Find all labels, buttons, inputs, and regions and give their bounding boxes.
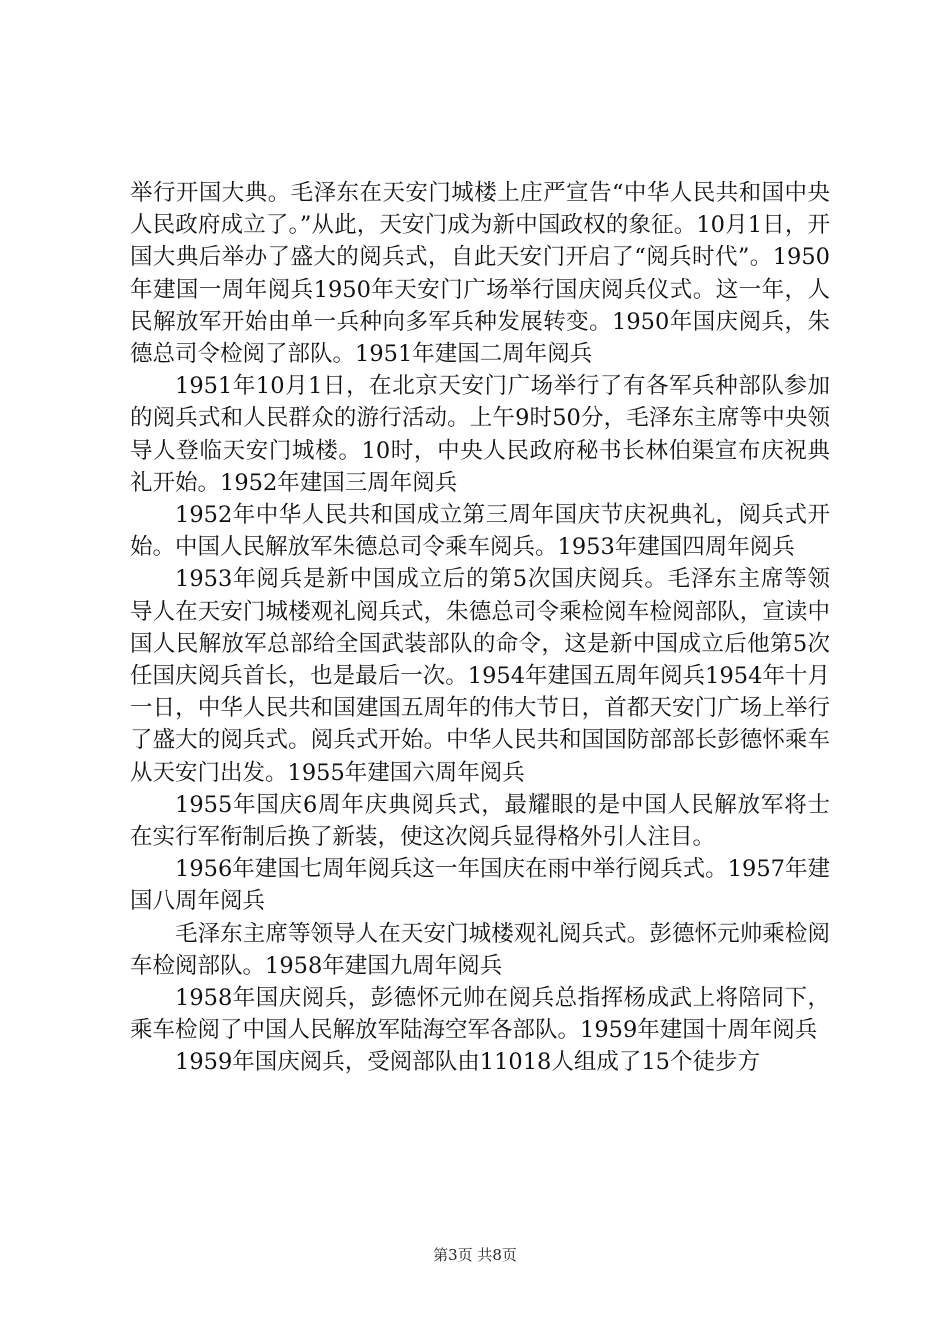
page-footer: 第3页 共8页 — [433, 1246, 517, 1264]
paragraph-8: 1958年国庆阅兵，彭德怀元帅在阅兵总指挥杨成武上将陪同下，乘车检阅了中国人民解放军陆海空军各部队。1959年建国十周年阅兵 — [130, 985, 830, 1044]
paragraph-2: 1951年10月1日，在北京天安门广场举行了有各军兵种部队参加的阅兵式和人民群众的游行活动。上午9时50分，毛泽东主席等中央领导人登临天安门城楼。10时，中央人民政府秘书长林伯渠宣布庆祝典礼开始。1952年建国三周年阅兵 — [130, 373, 830, 496]
paragraph-7: 毛泽东主席等领导人在天安门城楼观礼阅兵式。彭德怀元帅乘检阅车检阅部队。1958年建国九周年阅兵 — [130, 920, 830, 979]
paragraph-4: 1953年阅兵是新中国成立后的第5次国庆阅兵。毛泽东主席等领导人在天安门城楼观礼阅兵式，朱德总司令乘检阅车检阅部队，宣读中国人民解放军总部给全国武装部队的命令，这是新中国成立后他第5次任国庆阅兵首长，也是最后一次。1954年建国五周年阅兵1954年十月一日，中华人民共和国建国五周年的伟大节日，首都天安门广场上举行了盛大的阅兵式。阅兵式开始。中华人民共和国国防部部长彭德怀乘车从天安门出发。1955年建国六周年阅兵 — [130, 566, 830, 786]
body-text — [130, 177, 830, 1079]
paragraph-9: 1959年国庆阅兵，受阅部队由11018人组成了15个徒步方 — [175, 1049, 760, 1076]
paragraph-6: 1956年建国七周年阅兵这一年国庆在雨中举行阅兵式。1957年建国八周年阅兵 — [130, 856, 830, 915]
paragraph-5: 1955年国庆6周年庆典阅兵式，最耀眼的是中国人民解放军将士在实行军衔制后换了新装，使这次阅兵显得格外引人注目。 — [130, 791, 830, 851]
paragraph-3: 1952年中华人民共和国成立第三周年国庆节庆祝典礼，阅兵式开始。中国人民解放军朱德总司令乘车阅兵。1953年建国四周年阅兵 — [130, 502, 830, 561]
paragraph-1: 举行开国大典。毛泽东在天安门城楼上庄严宣告“中华人民共和国中央人民政府成立了。”从此，天安门成为新中国政权的象征。10月1日，开国大典后举办了盛大的阅兵式，自此天安门开启了“阅兵时代”。1950年建国一周年阅兵1950年天安门广场举行国庆阅兵仪式。这一年，人民解放军开始由单一兵种向多军兵种发展转变。1950年国庆阅兵，朱德总司令检阅了部队。1951年建国二周年阅兵 — [130, 180, 830, 368]
